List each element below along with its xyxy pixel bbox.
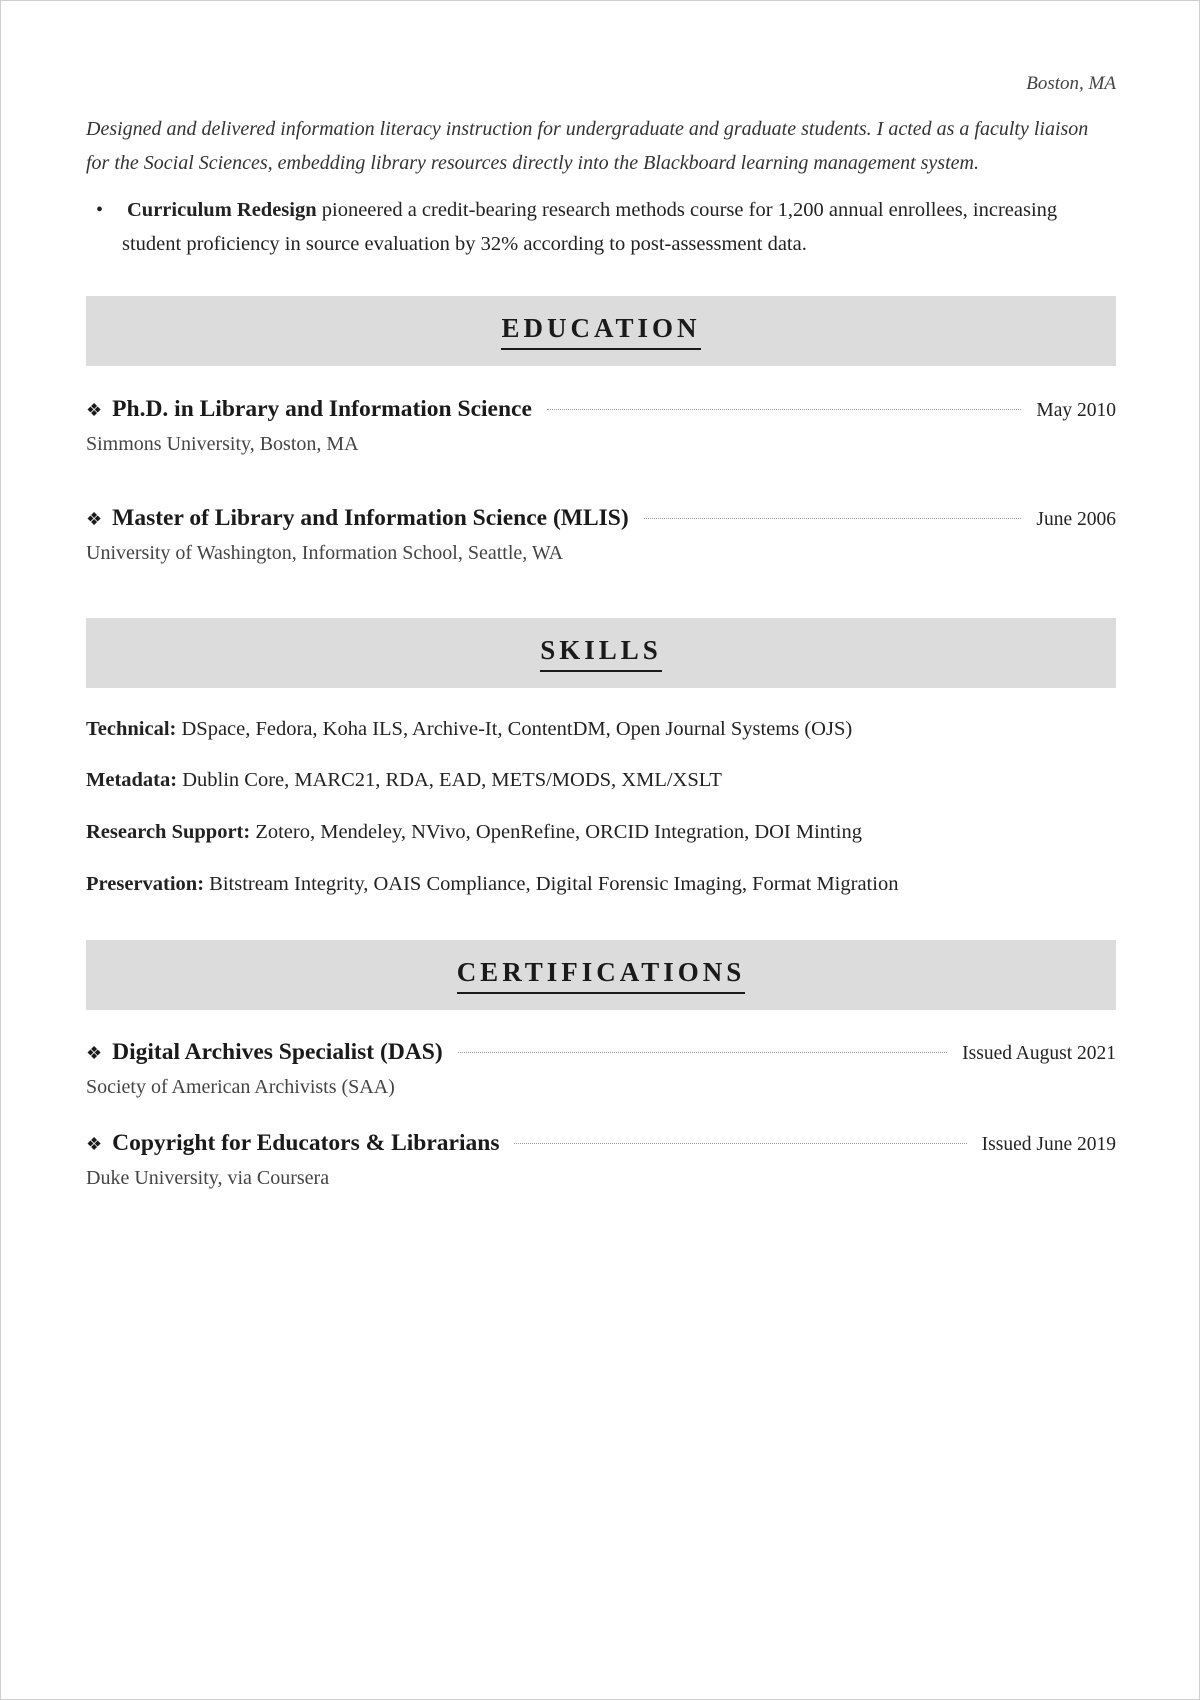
certifications-title: CERTIFICATIONS xyxy=(457,956,746,994)
education-entry xyxy=(86,396,1116,456)
skill-row xyxy=(86,873,1116,896)
certification-name: Copyright for Educators & Librarians xyxy=(112,1130,500,1156)
certification-date: Issued June 2019 xyxy=(981,1134,1116,1155)
skill-label: Metadata: xyxy=(86,769,178,791)
skills-section-header xyxy=(86,618,1116,688)
skill-value: Dublin Core, MARC21, RDA, EAD, METS/MODS, XML/XSLT xyxy=(177,769,722,791)
degree-title: Ph.D. in Library and Information Science xyxy=(112,396,532,422)
achievement-bullet xyxy=(86,193,1116,261)
achievement-description: pioneered a credit-bearing research methods course for 1,200 annual enrollees, increasing student proficiency in source evaluation by 32% according to post-assessment data. xyxy=(122,199,1058,255)
skill-value: Bitstream Integrity, OAIS Compliance, Digital Forensic Imaging, Format Migration xyxy=(204,873,899,895)
certification-issuer: Society of American Archivists (SAA) xyxy=(86,1076,395,1098)
school-name: Simmons University, Boston, MA xyxy=(86,433,359,455)
job-summary: Designed and delivered information literacy instruction for undergraduate and graduate students. I acted as a faculty liaison for the Social Sciences, embedding library resources directly into the Blackboard learning management system. xyxy=(86,118,1089,174)
degree-title: Master of Library and Information Science (MLIS) xyxy=(112,505,629,531)
dotted-leader xyxy=(514,1143,966,1144)
education-section-header xyxy=(86,296,1116,366)
skills-title: SKILLS xyxy=(540,634,662,672)
certification-entry xyxy=(86,1130,1116,1190)
dotted-leader xyxy=(547,409,1021,410)
education-title: EDUCATION xyxy=(501,312,700,350)
skill-label: Research Support: xyxy=(86,821,251,843)
education-entry xyxy=(86,505,1116,565)
certifications-section-header xyxy=(86,940,1116,1010)
certification-entry xyxy=(86,1039,1116,1099)
diamond-icon: ❖ xyxy=(86,1043,103,1063)
certification-name: Digital Archives Specialist (DAS) xyxy=(112,1039,443,1065)
skill-row xyxy=(86,769,1116,792)
dotted-leader xyxy=(644,518,1022,519)
achievement-label: Curriculum Redesign xyxy=(127,199,317,221)
job-location: Boston, MA xyxy=(1026,73,1116,94)
skill-label: Preservation: xyxy=(86,873,205,895)
skill-row xyxy=(86,821,1116,844)
bullet-icon: • xyxy=(96,199,104,221)
diamond-icon: ❖ xyxy=(86,1134,103,1154)
skill-row xyxy=(86,718,1116,741)
diamond-icon: ❖ xyxy=(86,400,103,420)
skill-value: Zotero, Mendeley, NVivo, OpenRefine, ORCID Integration, DOI Minting xyxy=(250,821,862,843)
diamond-icon: ❖ xyxy=(86,509,103,529)
school-name: University of Washington, Information School, Seattle, WA xyxy=(86,542,564,564)
degree-date: May 2010 xyxy=(1036,400,1116,421)
degree-date: June 2006 xyxy=(1036,509,1116,530)
dotted-leader xyxy=(458,1052,948,1053)
skill-value: DSpace, Fedora, Koha ILS, Archive-It, ContentDM, Open Journal Systems (OJS) xyxy=(176,718,853,740)
achievement-text xyxy=(122,193,1116,261)
certification-date: Issued August 2021 xyxy=(962,1043,1116,1064)
skill-label: Technical: xyxy=(86,718,177,740)
certification-issuer: Duke University, via Coursera xyxy=(86,1167,330,1189)
